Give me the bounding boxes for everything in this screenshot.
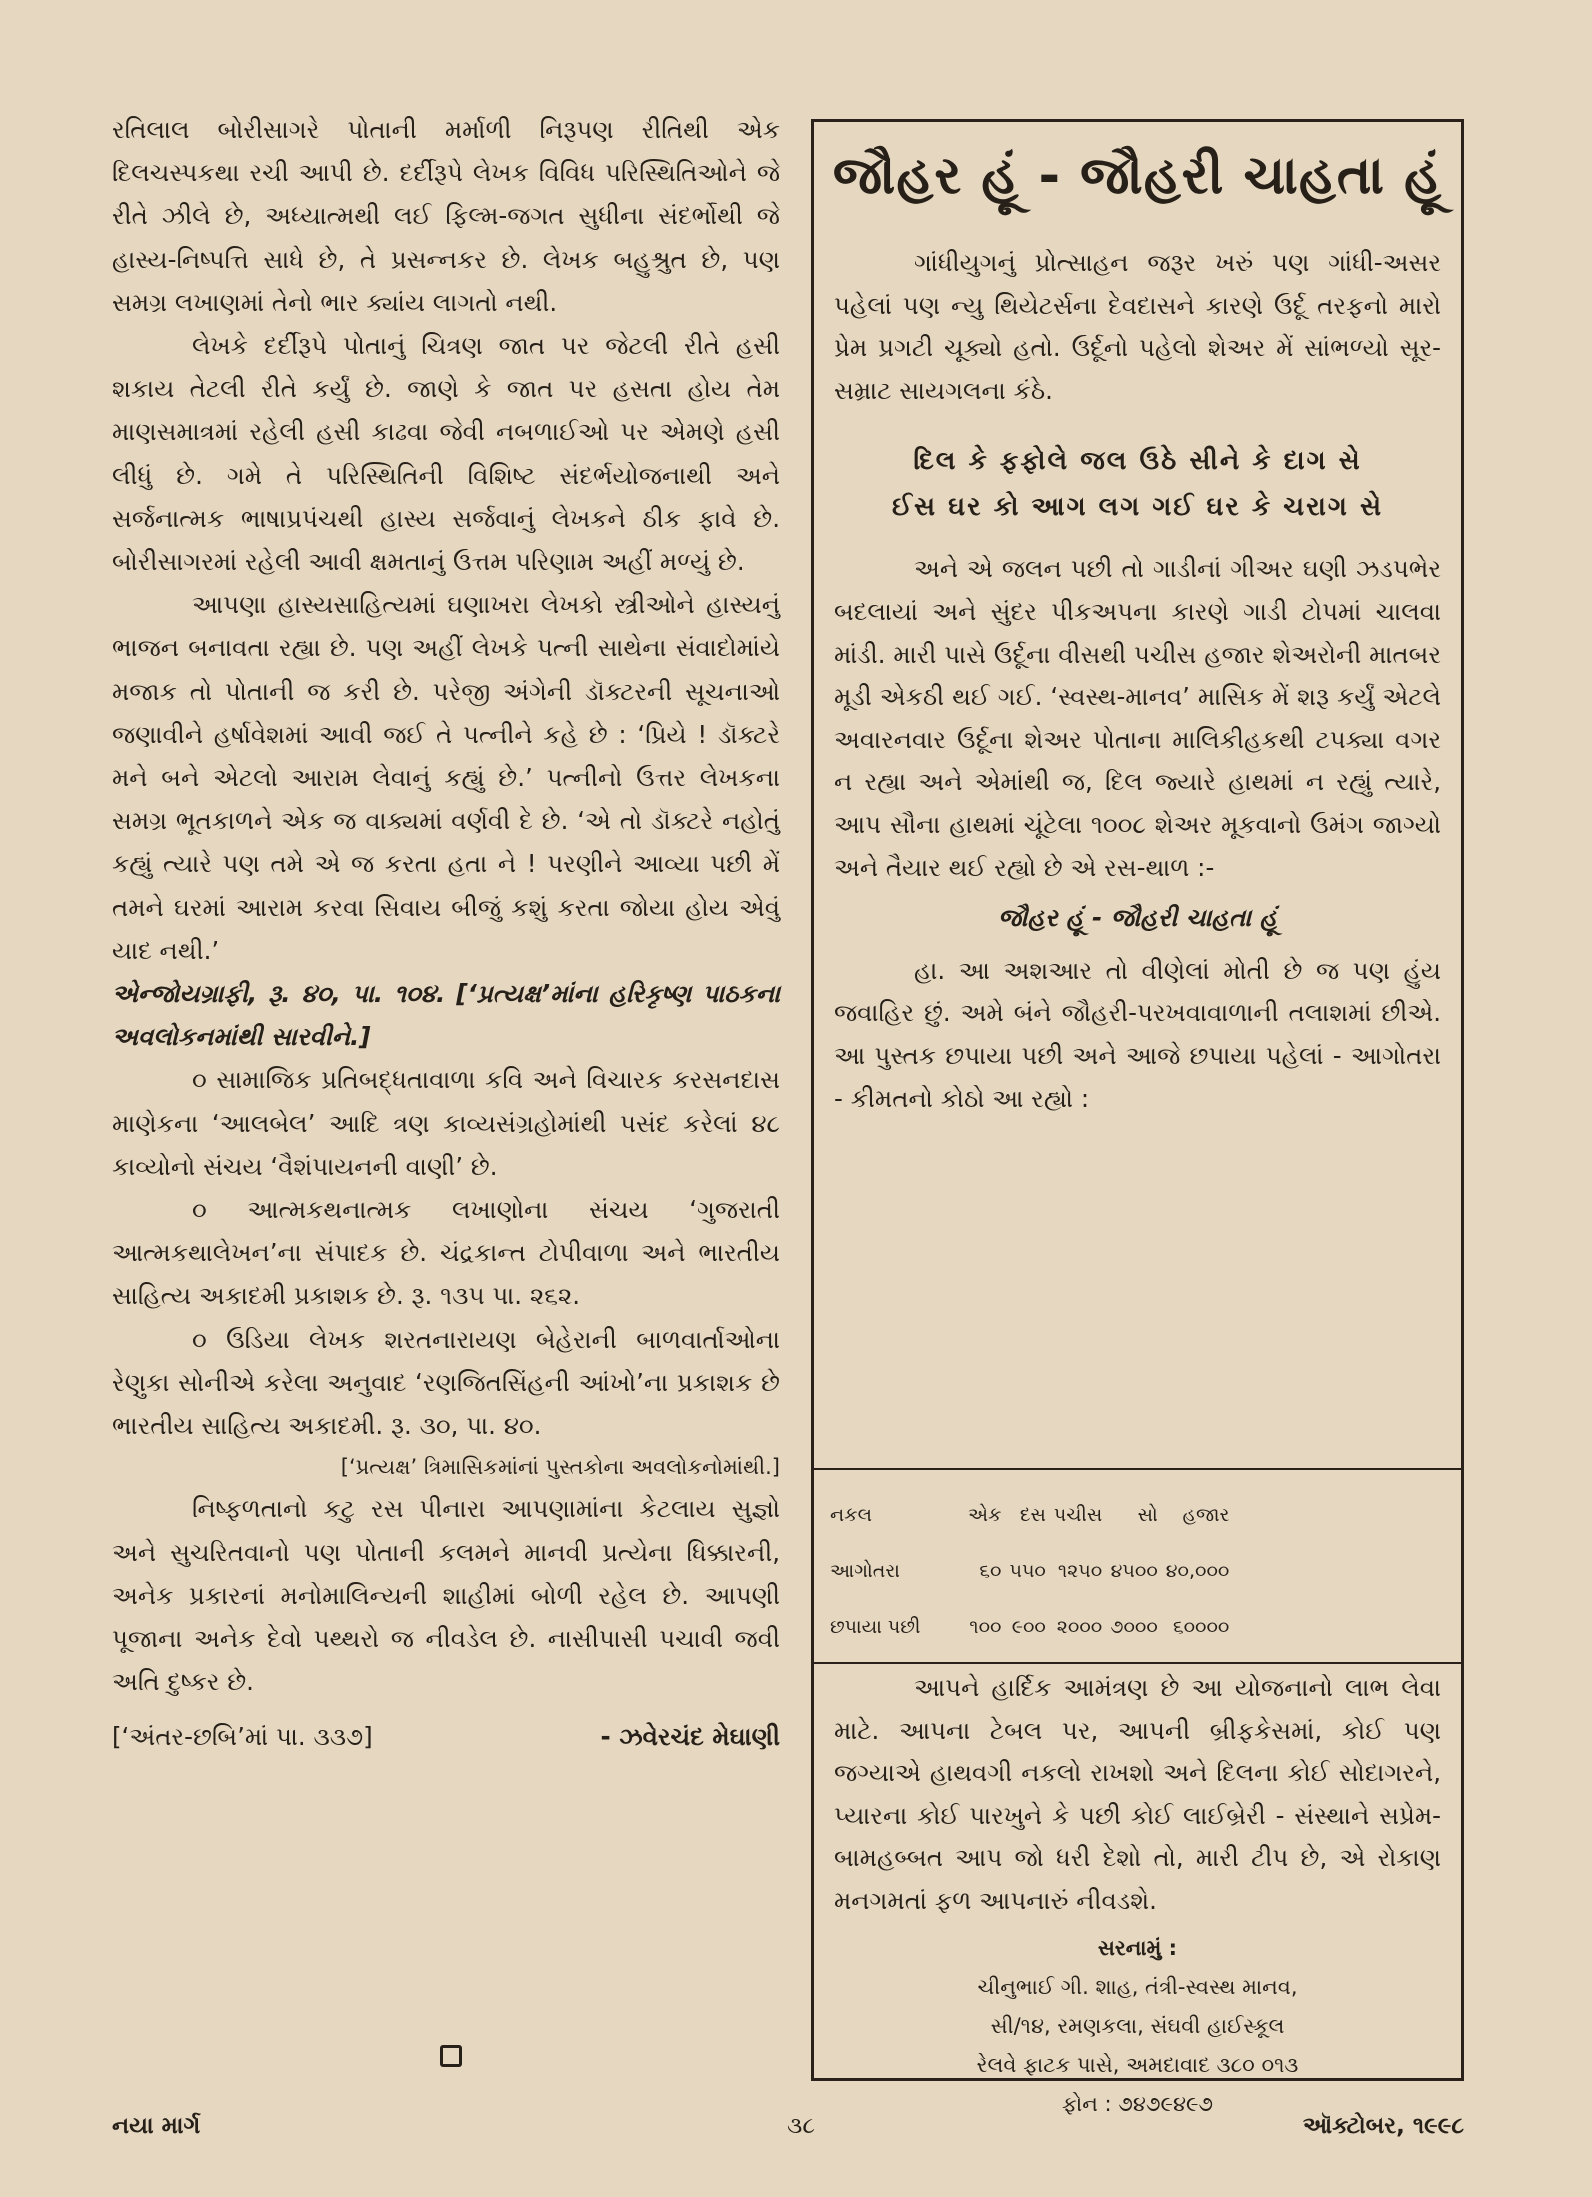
ad-invitation: આપને હાર્દિક આમંત્રણ છે આ યોજનાનો લાભ લેવા માટે. આપના ટેબલ પર, આપની બ્રીફકેસમાં, કોઈ પણ જગ્યાએ હાથવગી નકલો રાખશો અને દિલના કોઈ સોદાગરને, પ્યારના કોઈ પારખુને કે પછી કોઈ લાઈબ્રેરી - સંસ્થાને સપ્રેમ-બામહબ્બત આપ જો ધરી દેશો તો, મારી ટીપ છે, એ રોકાણ મનગમતાં ફળ આપનારું નીવડશે.: [834, 1673, 1441, 1915]
table-cell: ૬૦: [979, 1560, 1002, 1582]
source-note: [‘પ્રત્યક્ષ’ ત્રિમાસિકમાંનાં પુસ્તકોના અવલોકનોમાંથી.]: [340, 1455, 780, 1480]
table-header-cell: દસ: [1019, 1504, 1046, 1526]
address-line: સી/૧૪, રમણકલા, સંઘવી હાઈસ્કૂલ: [990, 2013, 1285, 2038]
couplet: [834, 438, 1441, 530]
ad-title: જૌહર હૂં - જૌહરી ચાહતા હૂં: [832, 146, 1443, 206]
table-row: [826, 1543, 1233, 1599]
table-cell: ૧૦૦: [969, 1616, 1002, 1638]
quote-source: [‘અંતર-છબિ’માં પા. ૩૩૭]: [112, 1722, 373, 1752]
table-cell: ૭૦૦૦: [1110, 1616, 1158, 1638]
ad-invitation-block: [834, 1667, 1441, 2124]
issue-date: ઑક્ટોબર, ૧૯૯૮: [1302, 2113, 1464, 2139]
advertisement-box: [811, 119, 1464, 2116]
price-table-header: [826, 1487, 1233, 1543]
address-block: [834, 1929, 1441, 2124]
table-cell: ૨૦૦૦: [1056, 1616, 1103, 1638]
table-cell: ૧૨૫૦: [1057, 1560, 1103, 1582]
paragraph-1: રતિલાલ બોરીસાગરે પોતાની મર્માળી નિરૂપણ રીતિથી એક દિલચસ્પકથા રચી આપી છે. દર્દીરૂપે લેખક વિવિધ પરિસ્થિતિઓને જે રીતે ઝીલે છે, અધ્યાત્મથી લઈ ફિલ્મ-જગત સુધીના સંદર્ભોથી જે હાસ્ય-નિષ્પત્તિ સાધે છે, તે પ્રસન્નકર છે. લેખક બહુશ્રુત છે, પણ સમગ્ર લખાણમાં તેનો ભાર ક્યાંય લાગતો નથી.: [112, 115, 780, 317]
table-header-cell: નકલ: [830, 1504, 872, 1526]
table-cell: ૯૦૦: [1011, 1616, 1046, 1638]
ad-subheading: જૌહર હૂં - જૌહરી ચાહતા હૂં: [997, 903, 1278, 933]
magazine-name: નયા માર્ગ: [112, 2113, 201, 2139]
couplet-line-2: ઈસ ઘર કો આગ લગ ગઈ ઘર કે ચરાગ સે: [891, 492, 1384, 523]
page-number: ૩૮: [787, 2113, 815, 2139]
table-cell: ૪૦,૦૦૦: [1165, 1560, 1230, 1582]
paragraph-2: લેખકે દર્દીરૂપે પોતાનું ચિત્રણ જાત પર જેટલી રીતે હસી શકાય તેટલી રીતે કર્યું છે. જાણે કે જાત પર હસતા હોય તેમ માણસમાત્રમાં રહેલી હસી કાઢવા જેવી નબળાઈઓ પર એમણે હસી લીધું છે. ગમે તે પરિસ્થિતિની વિશિષ્ટ સંદર્ભયોજનાથી અને સર્જનાત્મક ભાષાપ્રપંચથી હાસ્ય સર્જવાનું લેખકને ઠીક ફાવે છે. બોરીસાગરમાં રહેલી આવી ક્ષમતાનું ઉત્તમ પરિણામ અહીં મળ્યું છે.: [112, 331, 780, 577]
table-header-cell: હજાર: [1182, 1504, 1230, 1526]
quote-attribution: [112, 1715, 780, 1758]
table-header-cell: એક: [968, 1504, 1002, 1526]
book-note-2: ૦ આત્મકથનાત્મક લખાણોના સંચય ‘ગુજરાતી આત્મકથાલેખન’ના સંપાદક છે. ચંદ્રકાન્ત ટોપીવાળા અને ભારતીય સાહિત્ય અકાદમી પ્રકાશક છે. રૂ. ૧૩૫ પા. ૨૬૨.: [112, 1195, 780, 1311]
ad-intro: ગાંધીયુગનું પ્રોત્સાહન જરૂર ખરું પણ ગાંધી-અસર પહેલાં પણ ન્યુ થિયેટર્સના દેવદાસને કારણે ઉર્દૂ તરફનો મારો પ્રેમ પ્રગટી ચૂક્યો હતો. ઉર્દૂનો પહેલો શેઅર મેં સાંભળ્યો સૂર-સમ્રાટ સાયગલના કંઠે.: [834, 248, 1441, 405]
table-row: [826, 1599, 1233, 1655]
table-cell: આગોતરા: [830, 1560, 900, 1582]
book-note-3: ૦ ઉડિયા લેખક શરતનારાયણ બેહેરાની બાળવાર્તાઓના રેણુકા સોનીએ કરેલા અનુવાદ ‘રણજિતસિંહની આંખો’ના પ્રકાશક છે ભારતીય સાહિત્ય અકાદમી. રૂ. ૩૦, પા. ૪૦.: [112, 1324, 780, 1441]
table-header-cell: સો: [1137, 1504, 1158, 1526]
table-cell: ૪૫૦૦: [1110, 1560, 1158, 1582]
phone-number: ફોન : ૭૪૭૯૪૯૭: [1061, 2091, 1213, 2116]
ad-body: [834, 242, 1441, 1120]
address-line: ચીનુભાઈ ગી. શાહ, તંત્રી-સ્વસ્થ માનવ,: [977, 1974, 1298, 1999]
book-note-1: ૦ સામાજિક પ્રતિબદ્ધતાવાળા કવિ અને વિચારક કરસનદાસ માણેકના ‘આલબેલ’ આદિ ત્રણ કાવ્યસંગ્રહોમાંથી પસંદ કરેલાં ૪૮ કાવ્યોનો સંચય ‘વૈશંપાયનની વાણી’ છે.: [112, 1065, 780, 1181]
address-line: રેલવે ફાટક પાસે, અમદાવાદ ૩૮૦ ૦૧૩: [976, 2052, 1299, 2077]
quote-author: - ઝવેરચંદ મેઘાણી: [600, 1722, 780, 1752]
price-table: [826, 1487, 1233, 1655]
ad-paragraph-2: હા. આ અશઆર તો વીણેલાં મોતી છે જ પણ હુંય જવાહિર છું. અમે બંને જૌહરી-પરખવાવાળાની તલાશમાં છીએ. આ પુસ્તક છપાયા પછી અને આજે છપાયા પહેલાં - આગોતરા - કીમતનો કોઠો આ રહ્યો :: [834, 955, 1441, 1113]
left-column: [112, 108, 780, 1759]
table-cell: ૬૦૦૦૦: [1172, 1616, 1230, 1638]
ad-paragraph: અને એ જલન પછી તો ગાડીનાં ગીઅર ઘણી ઝડપભેર બદલાયાં અને સુંદર પીકઅપના કારણે ગાડી ટોપમાં ચાલવા માંડી. મારી પાસે ઉર્દૂના વીસથી પચીસ હજાર શેઅરોની માતબર મૂડી એકઠી થઈ ગઈ. ‘સ્વસ્થ-માનવ’ માસિક મેં શરૂ કર્યું એટલે અવારનવાર ઉર્દૂના શેઅર પોતાના માલિકીહકથી ટપક્યા વગર ન રહ્યા અને એમાંથી જ, દિલ જ્યારે હાથમાં ન રહ્યું ત્યારે, આપ સૌના હાથમાં ચૂંટેલા ૧૦૦૮ શેઅર મૂકવાનો ઉમંગ જાગ્યો અને તૈયાર થઈ રહ્યો છે એ રસ-થાળ :-: [834, 554, 1441, 882]
table-cell: છપાયા પછી: [830, 1616, 921, 1638]
couplet-line-1: દિલ કે ફફોલે જલ ઉઠે સીને કે દાગ સે: [913, 446, 1362, 477]
table-top-rule: [814, 1468, 1461, 1470]
address-heading: સરનામું :: [1097, 1935, 1178, 1960]
table-cell: ૫૫૦: [1009, 1560, 1046, 1582]
end-mark-icon: [440, 2045, 462, 2067]
table-header-cell: પચીસ: [1053, 1504, 1103, 1526]
paragraph-3: આપણા હાસ્યસાહિત્યમાં ઘણાખરા લેખકો સ્ત્રીઓને હાસ્યનું ભાજન બનાવતા રહ્યા છે. પણ અહીં લેખકે પત્ની સાથેના સંવાદોમાંયે મજાક તો પોતાની જ કરી છે. પરેજી અંગેની ડૉક્ટરની સૂચનાઓ જણાવીને હર્ષાવેશમાં આવી જઈ તે પત્નીને કહે છે : ‘પ્રિયે ! ડૉક્ટરે મને બને એટલો આરામ લેવાનું કહ્યું છે.’ પત્નીનો ઉત્તર લેખકના સમગ્ર ભૂતકાળને એક જ વાક્યમાં વર્ણવી દે છે. ‘એ તો ડૉક્ટરે નહોતું કહ્યું ત્યારે પણ તમે એ જ કરતા હતા ને ! પરણીને આવ્યા પછી મેં તમને ઘરમાં આરામ કરવા સિવાય બીજું કશું કરતા જોયા હોય એવું યાદ નથી.’: [112, 590, 780, 965]
table-bottom-rule: [814, 1662, 1461, 1664]
paragraph-4: નિષ્ફળતાનો કટુ રસ પીનારા આપણામાંના કેટલાય સુજ્ઞો અને સુચરિતવાનો પણ પોતાની કલમને માનવી પ્રત્યેના ધિક્કારની, અનેક પ્રકારનાં મનોમાલિન્યની શાહીમાં બોળી રહેલ છે. આપણી પૂજાના અનેક દેવો પથ્થરો જ નીવડેલ છે. નાસીપાસી પચાવી જવી અતિ દુષ્કર છે.: [112, 1494, 780, 1697]
citation-1: એન્જોયગ્રાફી, રૂ. ૪૦, પા. ૧૦૪. [‘પ્રત્યક્ષ’માંના હરિકૃષ્ણ પાઠકના અવલોકનમાંથી સારવીને.]: [112, 979, 780, 1052]
